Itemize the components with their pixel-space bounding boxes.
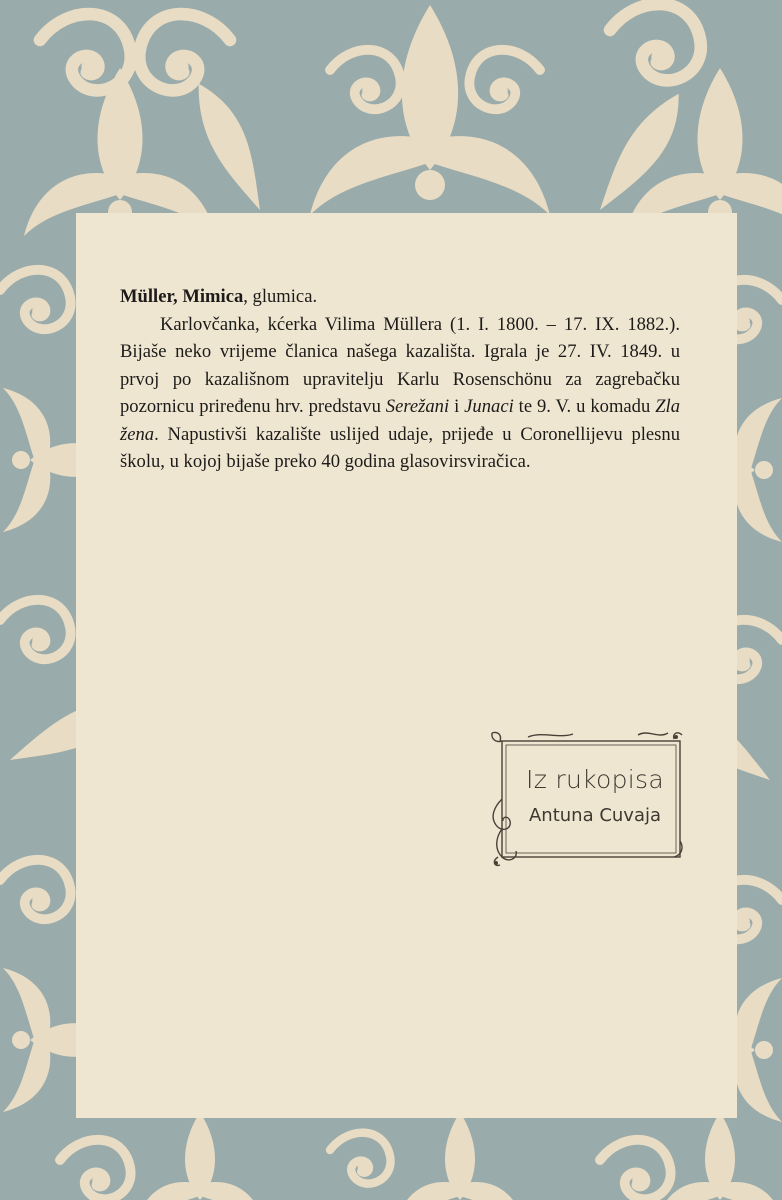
ornate-frame <box>488 729 684 869</box>
manuscript-stamp <box>488 729 684 869</box>
entry-heading-line <box>120 283 680 311</box>
body-text: Karlovčanka, kćerka Vilima Müllera (1. I. 1800. – 17. IX. 1882.). Bijaše neko vrijeme članica našega kazališta. Igrala je 27. IV. 1849. u prvoj po kazališnom upravitelju Karlu Rosenschönu za zagrebačku pozornicu priređenu hrv. predstavu <box>120 313 680 417</box>
work-title: Junaci <box>464 396 514 417</box>
headword-description: , glumica. <box>243 286 318 307</box>
body-text: . Napustivši kazalište uslijed udaje, prijeđe u Coronellijevu plesnu školu, u kojoj bijaše preko 40 godina glasovirsviračica. <box>120 423 680 472</box>
stamp-author: Antuna Cuvaja <box>528 805 662 826</box>
headword: Müller, Mimica <box>120 286 244 307</box>
body-text: te 9. V. u komadu <box>513 396 656 417</box>
entry-body <box>120 311 680 476</box>
encyclopedia-entry <box>120 283 680 476</box>
body-text: i <box>449 396 465 417</box>
work-title: Serežani <box>385 396 450 417</box>
stamp-title: Iz rukopisa <box>526 765 664 794</box>
work-title: Zla žena <box>120 396 680 445</box>
